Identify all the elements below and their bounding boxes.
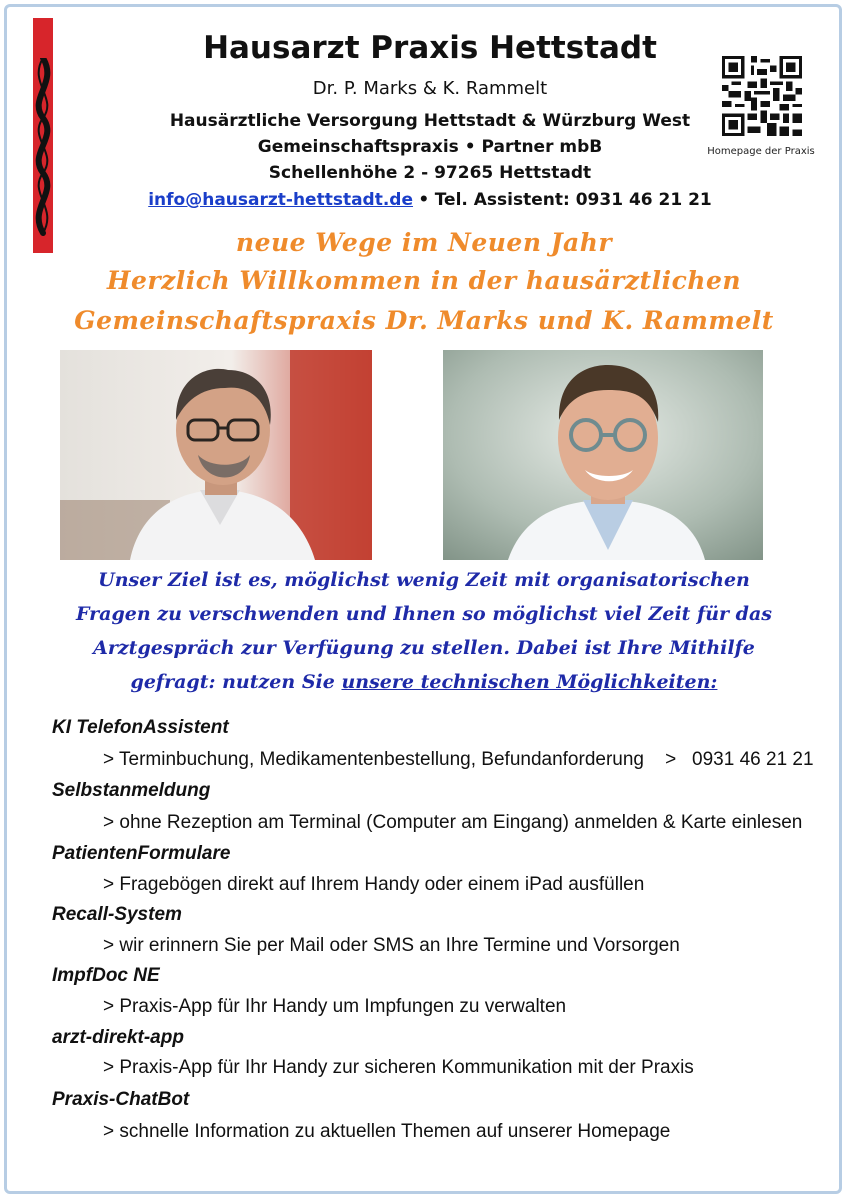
feature-title: PatientenFormulare (52, 843, 231, 864)
feature-title: Praxis-ChatBot (52, 1089, 190, 1110)
goal-line-2: Fragen zu verschwenden und Ihnen so möglichst viel Zeit für das (76, 603, 772, 625)
feature-description: > Fragebögen direkt auf Ihrem Handy oder einem iPad ausfüllen (103, 874, 645, 895)
doctor-photo-marks (60, 350, 372, 560)
feature-title: KI TelefonAssistent (52, 717, 229, 738)
goal-line-4-prefix: gefragt: nutzen Sie (130, 671, 342, 693)
aesculapian-snake-icon (28, 58, 58, 238)
goal-line-3: Arztgespräch zur Verfügung zu stellen. Dabei ist Ihre Mithilfe (93, 637, 755, 659)
phone-number: Tel. Assistent: 0931 46 21 21 (434, 190, 712, 210)
feature-description: > schnelle Information zu aktuellen Themen auf unserer Homepage (103, 1121, 671, 1142)
feature-description: > wir erinnern Sie per Mail oder SMS an Ihre Termine und Vorsorgen (103, 935, 680, 956)
doctor-photo-rammelt (443, 350, 763, 560)
goal-line-4 (8, 671, 840, 693)
partnership-type: Gemeinschaftspraxis • Partner mbB (257, 137, 603, 157)
contact-separator: • (418, 190, 430, 210)
feature-description: > Terminbuchung, Medikamentenbestellung, Befundanforderung > 0931 46 21 21 (103, 749, 814, 770)
feature-description: > Praxis-App für Ihr Handy um Impfungen zu verwalten (103, 996, 567, 1017)
care-area: Hausärztliche Versorgung Hettstadt & Würzburg West (169, 111, 691, 131)
technical-options-link: unsere technischen Möglichkeiten: (341, 671, 718, 693)
feature-description: > Praxis-App für Ihr Handy zur sicheren Kommunikation mit der Praxis (103, 1057, 694, 1078)
welcome-line-3: Gemeinschaftspraxis Dr. Marks und K. Rammelt (74, 306, 774, 335)
feature-description: > ohne Rezeption am Terminal (Computer am Eingang) anmelden & Karte einlesen (103, 812, 803, 833)
feature-title: ImpfDoc NE (52, 965, 160, 986)
qr-code-icon[interactable] (722, 56, 802, 136)
address: Schellenhöhe 2 - 97265 Hettstadt (268, 163, 592, 183)
contact-line (140, 190, 720, 210)
feature-title: Selbstanmeldung (52, 780, 211, 801)
welcome-line-1: neue Wege im Neuen Jahr (235, 228, 613, 257)
feature-title: arzt-direkt-app (52, 1027, 184, 1048)
goal-line-1: Unser Ziel ist es, möglichst wenig Zeit mit organisatorischen (98, 569, 750, 591)
doctor-names: Dr. P. Marks & K. Rammelt (312, 78, 548, 99)
welcome-line-2: Herzlich Willkommen in der hausärztlichen (106, 266, 742, 295)
practice-title: Hausarzt Praxis Hettstadt (203, 30, 657, 66)
qr-caption: Homepage der Praxis (707, 146, 815, 157)
feature-title: Recall-System (52, 904, 182, 925)
email-link[interactable]: info@hausarzt-hettstadt.de (148, 190, 414, 210)
